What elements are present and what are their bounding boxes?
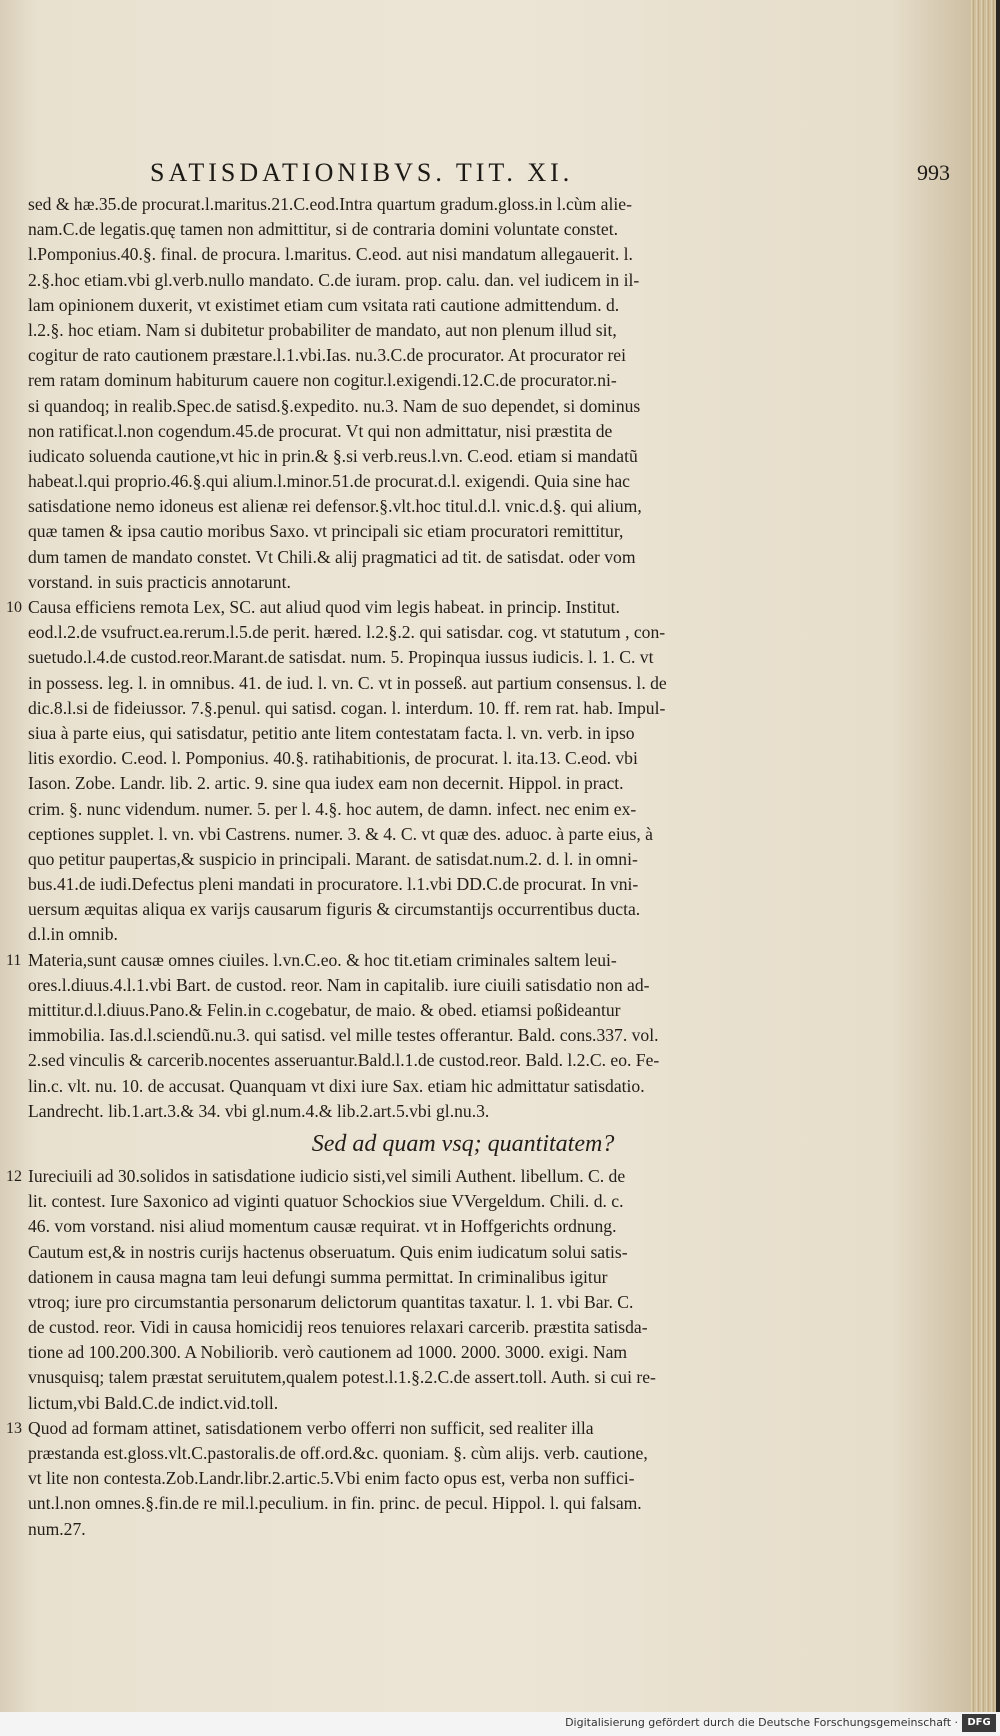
text-line: præstanda est.gloss.vlt.C.pastoralis.de off.ord.&c. quoniam. §. cùm alijs. verb. cautione,: [28, 1443, 648, 1463]
text-line: ceptiones supplet. l. vn. vbi Castrens. numer. 3. & 4. C. vt quæ des. aduoc. à parte eius, à: [28, 823, 653, 844]
text-line: habeat.l.qui proprio.46.§.qui alium.l.minor.51.de procurat.d.l. exigendi. Quia sine hac: [28, 471, 630, 492]
running-title: SATISDATIONIBVS. TIT. XI.: [150, 158, 574, 187]
text-line: Causa efficiens remota Lex, SC. aut aliud quod vim legis habeat. in princip. Institut.: [28, 597, 620, 617]
text-line: Cautum est,& in nostris curijs hactenus obseruatum. Quis enim iudicatum solui satis-: [28, 1241, 628, 1262]
text-line: 46. vom vorstand. nisi aliud momentum causæ requirat. vt in Hoffgerichts ordnung.: [28, 1216, 617, 1237]
text-line: uersum æquitas aliqua ex varijs causarum figuris & circumstantijs occurrentibus ducta.: [28, 899, 641, 920]
text-line: siua à parte eius, qui satisdatur, petitio ante litem contestatam facta. l. vn. verb. in ipso: [28, 722, 635, 743]
text-line: Materia,sunt causæ omnes ciuiles. l.vn.C.eo. & hoc tit.etiam criminales saltem leui-: [28, 949, 617, 970]
text-line: vorstand. in suis practicis annotarunt.: [28, 571, 291, 592]
text-line: dationem in causa magna tam leui defungi summa permittat. In criminalibus igitur: [28, 1266, 608, 1287]
text-line: Iason. Zobe. Landr. lib. 2. artic. 9. sine qua iudex eam non decernit. Hippol. in pract.: [28, 773, 624, 794]
paragraph: [6, 1164, 748, 1416]
text-line: vtroq; iure pro circumstantia personarum delictorum quantitas taxatur. l. 1. vbi Bar. C.: [28, 1291, 634, 1312]
margin-number: 10: [6, 599, 22, 616]
text-line: iudicato soluenda cautione,vt hic in prin.& §.si verb.reus.l.vn. C.eod. etiam si mandatũ: [28, 445, 638, 466]
text-line: vnusquisq; talem præstat seruitutem,qualem potest.l.1.§.2.C.de assert.toll. Auth. si cui re-: [28, 1367, 656, 1388]
text-line: rem ratam dominum habiturum cauere non cogitur.l.exigendi.12.C.de procurator.ni-: [28, 370, 617, 391]
text-line: bus.41.de iudi.Defectus pleni mandati in procuratore. l.1.vbi DD.C.de procurat. In vni-: [28, 874, 639, 895]
page-body: [6, 192, 748, 1542]
text-line: cogitur de rato cautionem præstare.l.1.vbi.Ias. nu.3.C.de procurator. At procurator rei: [28, 345, 627, 366]
dfg-logo: DFG: [962, 1714, 996, 1732]
text-line: lam opinionem duxerit, vt existimet etiam cum vsitata rati cautione admittendum. d.: [28, 294, 620, 315]
text-line: lictum,vbi Bald.C.de indict.vid.toll.: [28, 1392, 279, 1413]
text-line: vt lite non contesta.Zob.Landr.libr.2.artic.5.Vbi enim facto opus est, verba non suffici-: [28, 1468, 635, 1489]
margin-number: 12: [6, 1167, 22, 1185]
text-line: dic.8.l.si de fideiussor. 7.§.penul. qui satisd. cogan. l. interdum. 10. ff. rem rat. hab. Impul-: [28, 697, 666, 718]
text-line: si quandoq; in realib.Spec.de satisd.§.expedito. nu.3. Nam de suo dependet, si dominus: [28, 395, 641, 416]
text-line: num.27.: [28, 1518, 86, 1539]
text-line: mittitur.d.l.diuus.Pano.& Felin.in c.cogebatur, de maio. & obed. etiamsi poßideantur: [28, 1000, 621, 1020]
text-line: crim. §. nunc videndum. numer. 5. per l. 4.§. hoc autem, de damn. infect. nec enim ex-: [28, 798, 637, 819]
text-line: immobilia. Ias.d.l.sciendũ.nu.3. qui satisd. vel mille testes offerantur. Bald. cons.337. vol.: [28, 1025, 659, 1046]
page-edge: [970, 0, 996, 1712]
paragraph: [6, 948, 748, 1124]
text-line: lin.c. vlt. nu. 10. de accusat. Quanquam vt dixi iure Sax. etiam hic admittatur satisdatio.: [28, 1075, 645, 1096]
text-line: nam.C.de legatis.quę tamen non admittitur, si de contraria domini voluntate constet.: [28, 219, 619, 240]
section-heading: Sed ad quam vsq; quantitatem?: [311, 1130, 615, 1157]
text-line: sed & hæ.35.de procurat.l.maritus.21.C.eod.Intra quartum gradum.gloss.in l.cùm alie-: [28, 194, 632, 214]
text-line: ores.l.diuus.4.l.1.vbi Bart. de custod. reor. Nam in capitalib. iure ciuili satisdatio non ad-: [28, 974, 650, 995]
text-line: de custod. reor. Vidi in causa homicidij reos tenuiores relaxari carcerib. præstita satisda-: [28, 1317, 648, 1338]
text-line: in possess. leg. l. in omnibus. 41. de iud. l. vn. C. vt in posseß. aut partium consensus. l. de: [28, 672, 667, 693]
text-line: Quod ad formam attinet, satisdationem verbo offerri non sufficit, sed realiter illa: [28, 1417, 594, 1438]
digitization-credit: Digitalisierung gefördert durch die Deutsche Forschungsgemeinschaft ·: [565, 1716, 958, 1729]
text-line: d.l.in omnib.: [28, 924, 118, 945]
text-line: Iureciuili ad 30.solidos in satisdatione iudicio sisti,vel simili Authent. libellum. C. de: [28, 1165, 626, 1186]
page-number: 993: [917, 160, 950, 185]
text-line: non ratificat.l.non cogendum.45.de procurat. Vt qui non admittatur, nisi præstita de: [28, 420, 613, 441]
text-line: dum tamen de mandato constet. Vt Chili.& alij pragmatici ad tit. de satisdat. oder vom: [28, 546, 636, 567]
text-line: l.Pomponius.40.§. final. de procura. l.maritus. C.eod. aut nisi mandatum allegauerit. l.: [28, 244, 633, 265]
text-line: tione ad 100.200.300. A Nobiliorib. verò cautionem ad 1000. 2000. 3000. exigi. Nam: [28, 1342, 628, 1363]
text-line: 2.sed vinculis & carcerib.nocentes asseruantur.Bald.l.1.de custod.reor. Bald. l.2.C. eo. Fe-: [28, 1050, 660, 1071]
paragraph: [6, 1416, 748, 1542]
margin-number: 13: [6, 1419, 22, 1437]
paragraph: [6, 595, 748, 948]
text-line: 2.§.hoc etiam.vbi gl.verb.nullo mandato. C.de iuram. prop. calu. dan. vel iudicem in il-: [28, 269, 640, 290]
text-line: quæ tamen & ipsa cautio moribus Saxo. vt principali sic etiam procuratori remittitur,: [28, 521, 624, 542]
text-line: litis exordio. C.eod. l. Pomponius. 40.§. ratihabitionis, de procurat. l. ita.13. C.eod. vbi: [28, 748, 638, 769]
paragraph: [28, 192, 748, 595]
margin-number: 11: [6, 951, 22, 969]
text-line: satisdatione nemo idoneus est alienæ rei defensor.§.vlt.hoc titul.d.l. vnic.d.§. qui alium,: [28, 496, 642, 517]
text-line: quo petitur paupertas,& suspicio in principali. Marant. de satisdat.num.2. d. l. in omni-: [28, 848, 638, 869]
text-line: eod.l.2.de vsufruct.ea.rerum.l.5.de perit. hæred. l.2.§.2. qui satisdar. cog. vt statutum , con-: [28, 622, 666, 643]
text-line: suetudo.l.4.de custod.reor.Marant.de satisdat. num. 5. Propinqua iussus iudicis. l. 1. C. vt: [28, 647, 654, 668]
text-line: lit. contest. Iure Saxonico ad viginti quatuor Schockios siue VVergeldum. Chili. d. c.: [28, 1191, 624, 1212]
text-line: Landrecht. lib.1.art.3.& 34. vbi gl.num.4.& lib.2.art.5.vbi gl.nu.3.: [28, 1100, 490, 1121]
text-line: unt.l.non omnes.§.fin.de re mil.l.peculium. in fin. princ. de pecul. Hippol. l. qui falsam.: [28, 1493, 642, 1514]
text-line: l.2.§. hoc etiam. Nam si dubitetur probabiliter de mandato, aut non plenum illud sit,: [28, 319, 617, 340]
